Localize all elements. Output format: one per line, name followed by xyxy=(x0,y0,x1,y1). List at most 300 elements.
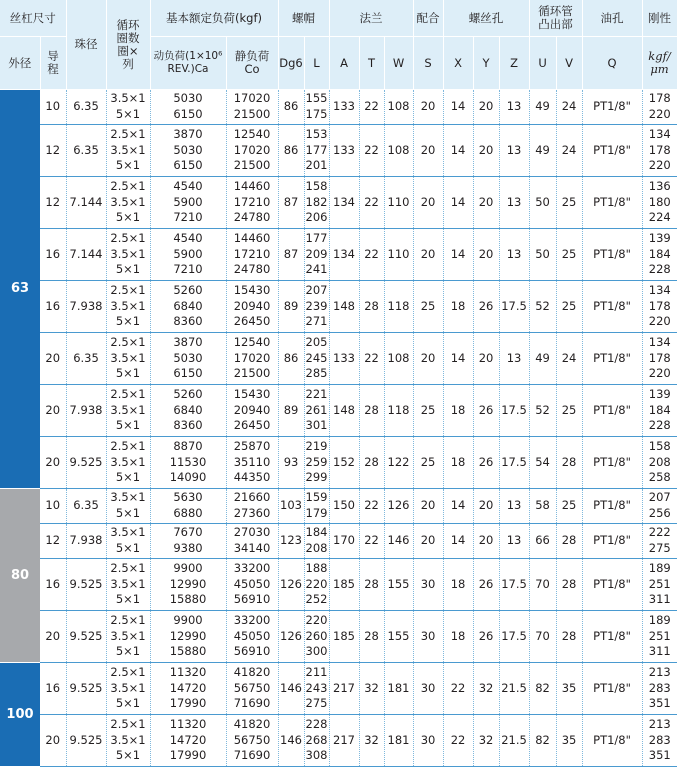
nut-d-cell: 93 xyxy=(278,437,304,489)
dynamic-load-cell-line: 5030 xyxy=(173,142,203,157)
lead-cell: 12 xyxy=(40,177,66,229)
circuits-cell-line: 2.5×1 xyxy=(110,560,146,575)
dynamic-load-cell-line: 12990 xyxy=(169,628,207,643)
stiffness-cell-line: 256 xyxy=(648,506,671,520)
bolt-z-cell: 17.5 xyxy=(499,611,529,663)
static-load-cell-line: 12540 xyxy=(233,334,271,349)
circuits-cell xyxy=(106,663,150,715)
dynamic-load-cell-line: 11320 xyxy=(169,716,207,731)
circuits-cell-line: 3.5×1 xyxy=(110,142,146,157)
nut-d-cell: 146 xyxy=(278,663,304,715)
dynamic-load-cell-line: 9380 xyxy=(173,541,203,555)
static-load-cell xyxy=(226,281,278,333)
dynamic-load-cell-line: 3870 xyxy=(173,126,203,141)
lead-cell: 12 xyxy=(40,125,66,177)
bolt-z-cell: 13 xyxy=(499,333,529,385)
stiffness-cell xyxy=(642,524,677,559)
static-load-cell-line: 45050 xyxy=(233,628,271,643)
nut-l-cell-line: 207 xyxy=(305,282,328,297)
dynamic-load-cell xyxy=(150,611,226,663)
tube-v-cell: 28 xyxy=(556,559,582,611)
static-load-cell-line: 12540 xyxy=(233,126,271,141)
circuits-cell-line: 5×1 xyxy=(115,470,141,485)
table-row xyxy=(0,715,677,767)
header-tube-u: U xyxy=(529,37,556,90)
bolt-y-cell: 26 xyxy=(473,611,499,663)
bolt-x-cell: 14 xyxy=(443,177,473,229)
header-flange-a: A xyxy=(329,37,359,90)
nut-d-cell: 89 xyxy=(278,385,304,437)
flange-w-cell: 108 xyxy=(384,125,413,177)
table-row xyxy=(0,281,677,333)
fit-s-cell: 25 xyxy=(413,437,443,489)
static-load-cell-line: 17020 xyxy=(233,91,271,106)
flange-t-cell: 32 xyxy=(359,715,384,767)
circuits-cell-line: 2.5×1 xyxy=(110,438,146,453)
oil-q-cell: PT1/8" xyxy=(582,611,642,663)
circuits-cell xyxy=(106,524,150,559)
dynamic-load-cell-line: 6150 xyxy=(173,366,203,381)
header-circuits: 循环圈数圈×列 xyxy=(106,0,150,90)
table-row xyxy=(0,437,677,489)
stiffness-cell-line: 351 xyxy=(648,748,671,763)
static-load-cell xyxy=(226,90,278,125)
circuits-cell xyxy=(106,177,150,229)
stiffness-cell-line: 220 xyxy=(648,314,671,329)
static-load-cell-line: 27030 xyxy=(233,525,271,540)
circuits-cell-line: 5×1 xyxy=(115,107,141,121)
static-load-cell-line: 25870 xyxy=(233,438,271,453)
static-load-cell-line: 35110 xyxy=(233,454,271,469)
nut-l-cell xyxy=(304,611,329,663)
lead-cell: 16 xyxy=(40,663,66,715)
dynamic-load-cell-line: 15880 xyxy=(169,592,207,607)
tube-v-cell: 28 xyxy=(556,524,582,559)
nut-l-cell xyxy=(304,663,329,715)
ball-cell: 9.525 xyxy=(66,715,106,767)
table-row xyxy=(0,385,677,437)
bolt-z-cell: 13 xyxy=(499,125,529,177)
tube-u-cell: 49 xyxy=(529,90,556,125)
tube-u-cell: 82 xyxy=(529,715,556,767)
dynamic-load-cell xyxy=(150,385,226,437)
ball-cell: 9.525 xyxy=(66,437,106,489)
tube-u-cell: 54 xyxy=(529,437,556,489)
tube-u-cell: 58 xyxy=(529,489,556,524)
nut-l-cell-line: 228 xyxy=(305,716,328,731)
static-load-cell-line: 17020 xyxy=(233,142,271,157)
circuits-cell xyxy=(106,229,150,281)
dynamic-load-cell-line: 7210 xyxy=(173,262,203,277)
header-outer-diameter: 外径 xyxy=(0,37,40,90)
dynamic-load-cell-line: 7210 xyxy=(173,210,203,225)
nut-l-cell-line: 275 xyxy=(305,696,328,711)
nut-l-cell-line: 261 xyxy=(305,402,328,417)
static-load-cell-line: 15430 xyxy=(233,386,271,401)
bolt-z-cell: 13 xyxy=(499,489,529,524)
stiffness-cell-line: 228 xyxy=(648,418,671,433)
header-lead: 导程 xyxy=(40,37,66,90)
static-load-cell xyxy=(226,229,278,281)
static-load-cell-line: 24780 xyxy=(233,210,271,225)
circuits-cell-line: 2.5×1 xyxy=(110,612,146,627)
bolt-y-cell: 20 xyxy=(473,524,499,559)
header-tube-v: V xyxy=(556,37,582,90)
stiffness-cell-line: 220 xyxy=(648,366,671,381)
nut-l-cell-line: 301 xyxy=(305,418,328,433)
flange-a-cell: 133 xyxy=(329,333,359,385)
static-load-cell xyxy=(226,663,278,715)
dynamic-load-cell xyxy=(150,177,226,229)
tube-v-cell: 25 xyxy=(556,281,582,333)
circuits-cell-line: 5×1 xyxy=(115,262,141,277)
bolt-z-cell: 17.5 xyxy=(499,437,529,489)
circuits-cell xyxy=(106,90,150,125)
table-row xyxy=(0,229,677,281)
flange-t-cell: 28 xyxy=(359,559,384,611)
flange-t-cell: 28 xyxy=(359,437,384,489)
stiffness-cell-line: 258 xyxy=(648,470,671,485)
flange-w-cell: 118 xyxy=(384,385,413,437)
stiffness-cell xyxy=(642,437,677,489)
fit-s-cell: 20 xyxy=(413,125,443,177)
flange-w-cell: 181 xyxy=(384,715,413,767)
dynamic-load-cell-line: 3870 xyxy=(173,334,203,349)
circuits-cell xyxy=(106,611,150,663)
nut-d-cell: 126 xyxy=(278,611,304,663)
flange-a-cell: 148 xyxy=(329,385,359,437)
static-load-cell-line: 24780 xyxy=(233,262,271,277)
dynamic-load-cell-line: 17990 xyxy=(169,696,207,711)
dynamic-load-cell-line: 17990 xyxy=(169,748,207,763)
header-nut-d: Dg6 xyxy=(278,37,304,90)
static-load-cell-line: 71690 xyxy=(233,748,271,763)
bolt-x-cell: 18 xyxy=(443,385,473,437)
dynamic-load-cell-line: 6150 xyxy=(173,107,203,121)
nut-l-cell-line: 268 xyxy=(305,732,328,747)
circuits-cell-line: 3.5×1 xyxy=(110,454,146,469)
ball-cell: 9.525 xyxy=(66,611,106,663)
circuits-cell-line: 5×1 xyxy=(115,366,141,381)
fit-s-cell: 30 xyxy=(413,559,443,611)
circuits-cell-line: 2.5×1 xyxy=(110,282,146,297)
static-load-cell-line: 56750 xyxy=(233,680,271,695)
nut-d-cell: 86 xyxy=(278,125,304,177)
stiffness-cell-line: 134 xyxy=(648,126,671,141)
dynamic-load-cell-line: 12990 xyxy=(169,576,207,591)
oil-q-cell: PT1/8" xyxy=(582,715,642,767)
flange-t-cell: 22 xyxy=(359,177,384,229)
flange-w-cell: 108 xyxy=(384,90,413,125)
nut-d-cell: 126 xyxy=(278,559,304,611)
stiffness-cell xyxy=(642,489,677,524)
bolt-y-cell: 20 xyxy=(473,90,499,125)
dynamic-load-cell-line: 5260 xyxy=(173,282,203,297)
flange-a-cell: 170 xyxy=(329,524,359,559)
static-load-cell-line: 45050 xyxy=(233,576,271,591)
dynamic-load-cell xyxy=(150,715,226,767)
dynamic-load-cell-line: 6880 xyxy=(173,506,203,520)
nut-d-cell: 103 xyxy=(278,489,304,524)
dynamic-load-cell xyxy=(150,229,226,281)
static-load-cell-line: 33200 xyxy=(233,612,271,627)
header-oil-hole: 油孔 xyxy=(582,0,642,37)
flange-a-cell: 217 xyxy=(329,663,359,715)
stiffness-cell-line: 134 xyxy=(648,334,671,349)
tube-u-cell: 82 xyxy=(529,663,556,715)
table-row xyxy=(0,611,677,663)
dynamic-load-cell-line: 9900 xyxy=(173,612,203,627)
stiffness-cell-line: 178 xyxy=(648,298,671,313)
outer-diameter-group: 100 xyxy=(0,663,40,767)
fit-s-cell: 20 xyxy=(413,229,443,281)
static-load-cell xyxy=(226,559,278,611)
oil-q-cell: PT1/8" xyxy=(582,524,642,559)
fit-s-cell: 20 xyxy=(413,333,443,385)
static-load-cell-line: 33200 xyxy=(233,560,271,575)
tube-u-cell: 50 xyxy=(529,229,556,281)
stiffness-cell-line: 184 xyxy=(648,402,671,417)
outer-diameter-group: 80 xyxy=(0,489,40,663)
nut-l-cell-line: 239 xyxy=(305,298,328,313)
bolt-y-cell: 20 xyxy=(473,177,499,229)
circuits-cell-line: 5×1 xyxy=(115,644,141,659)
nut-l-cell-line: 260 xyxy=(305,628,328,643)
header-bolt-hole: 螺丝孔 xyxy=(443,0,529,37)
stiffness-cell-line: 222 xyxy=(648,525,671,540)
circuits-cell-line: 5×1 xyxy=(115,592,141,607)
fit-s-cell: 30 xyxy=(413,715,443,767)
nut-l-cell-line: 208 xyxy=(305,541,328,555)
tube-u-cell: 49 xyxy=(529,333,556,385)
table-body xyxy=(0,90,677,767)
header-bolt-y: Y xyxy=(473,37,499,90)
tube-v-cell: 24 xyxy=(556,90,582,125)
flange-w-cell: 146 xyxy=(384,524,413,559)
nut-l-cell-line: 153 xyxy=(305,126,328,141)
bolt-x-cell: 14 xyxy=(443,333,473,385)
nut-l-cell-line: 271 xyxy=(305,314,328,329)
circuits-cell-line: 3.5×1 xyxy=(110,576,146,591)
nut-l-cell xyxy=(304,90,329,125)
lead-cell: 16 xyxy=(40,559,66,611)
static-load-cell-line: 26450 xyxy=(233,418,271,433)
dynamic-load-cell xyxy=(150,333,226,385)
lead-cell: 16 xyxy=(40,229,66,281)
dynamic-load-cell-line: 14720 xyxy=(169,732,207,747)
tube-u-cell: 52 xyxy=(529,385,556,437)
lead-cell: 20 xyxy=(40,333,66,385)
fit-s-cell: 20 xyxy=(413,90,443,125)
nut-l-cell-line: 299 xyxy=(305,470,328,485)
dynamic-load-cell-line: 5630 xyxy=(173,490,203,505)
circuits-cell-line: 5×1 xyxy=(115,696,141,711)
oil-q-cell: PT1/8" xyxy=(582,333,642,385)
header-bolt-z: Z xyxy=(499,37,529,90)
bolt-x-cell: 18 xyxy=(443,611,473,663)
flange-a-cell: 134 xyxy=(329,229,359,281)
oil-q-cell: PT1/8" xyxy=(582,385,642,437)
dynamic-load-cell-line: 11320 xyxy=(169,664,207,679)
circuits-cell-line: 3.5×1 xyxy=(110,246,146,261)
dynamic-load-cell-line: 6150 xyxy=(173,158,203,173)
bolt-z-cell: 13 xyxy=(499,90,529,125)
oil-q-cell: PT1/8" xyxy=(582,281,642,333)
ball-cell: 6.35 xyxy=(66,90,106,125)
dynamic-load-cell-line: 8360 xyxy=(173,418,203,433)
dynamic-load-cell xyxy=(150,437,226,489)
lead-cell: 20 xyxy=(40,715,66,767)
header-ball-diameter: 珠径 xyxy=(66,0,106,90)
static-load-cell-line: 34140 xyxy=(233,541,271,555)
flange-t-cell: 28 xyxy=(359,385,384,437)
flange-a-cell: 134 xyxy=(329,177,359,229)
circuits-cell-line: 2.5×1 xyxy=(110,334,146,349)
static-load-cell-line: 26450 xyxy=(233,314,271,329)
dynamic-load-cell-line: 5030 xyxy=(173,91,203,106)
table-row xyxy=(0,524,677,559)
dynamic-load-cell-line: 4540 xyxy=(173,178,203,193)
stiffness-cell xyxy=(642,333,677,385)
ball-cell: 7.938 xyxy=(66,524,106,559)
dynamic-load-cell-line: 8870 xyxy=(173,438,203,453)
nut-l-cell-line: 184 xyxy=(305,525,328,540)
header-fit-s: S xyxy=(413,37,443,90)
nut-l-cell-line: 205 xyxy=(305,334,328,349)
circuits-cell-line: 5×1 xyxy=(115,158,141,173)
header-fit: 配合 xyxy=(413,0,443,37)
circuits-cell-line: 3.5×1 xyxy=(110,194,146,209)
nut-l-cell-line: 220 xyxy=(305,576,328,591)
nut-l-cell-line: 177 xyxy=(305,230,328,245)
bolt-y-cell: 20 xyxy=(473,489,499,524)
stiffness-cell xyxy=(642,559,677,611)
oil-q-cell: PT1/8" xyxy=(582,177,642,229)
header-flange-t: T xyxy=(359,37,384,90)
static-load-cell-line: 21500 xyxy=(233,158,271,173)
circuits-cell-line: 3.5×1 xyxy=(110,298,146,313)
dynamic-load-cell xyxy=(150,559,226,611)
flange-t-cell: 22 xyxy=(359,125,384,177)
dynamic-load-cell xyxy=(150,489,226,524)
circuits-cell-line: 3.5×1 xyxy=(110,350,146,365)
circuits-cell-line: 2.5×1 xyxy=(110,230,146,245)
stiffness-cell-line: 136 xyxy=(648,178,671,193)
bolt-y-cell: 32 xyxy=(473,663,499,715)
lead-cell: 20 xyxy=(40,611,66,663)
header-static-load: 静负荷Co xyxy=(226,37,278,90)
dynamic-load-cell-line: 5030 xyxy=(173,350,203,365)
static-load-cell-line: 21500 xyxy=(233,366,271,381)
table-row xyxy=(0,90,677,125)
nut-d-cell: 87 xyxy=(278,229,304,281)
bolt-y-cell: 26 xyxy=(473,559,499,611)
nut-d-cell: 87 xyxy=(278,177,304,229)
static-load-cell-line: 14460 xyxy=(233,178,271,193)
fit-s-cell: 25 xyxy=(413,385,443,437)
nut-l-cell-line: 259 xyxy=(305,454,328,469)
fit-s-cell: 20 xyxy=(413,177,443,229)
circuits-cell-line: 5×1 xyxy=(115,418,141,433)
static-load-cell-line: 71690 xyxy=(233,696,271,711)
bolt-z-cell: 17.5 xyxy=(499,385,529,437)
flange-w-cell: 155 xyxy=(384,611,413,663)
nut-l-cell xyxy=(304,559,329,611)
bolt-x-cell: 18 xyxy=(443,559,473,611)
bolt-x-cell: 18 xyxy=(443,281,473,333)
flange-w-cell: 118 xyxy=(384,281,413,333)
ball-cell: 7.144 xyxy=(66,177,106,229)
bolt-x-cell: 14 xyxy=(443,90,473,125)
static-load-cell-line: 41820 xyxy=(233,716,271,731)
dynamic-load-cell-line: 4540 xyxy=(173,230,203,245)
static-load-cell-line: 20940 xyxy=(233,402,271,417)
bolt-z-cell: 13 xyxy=(499,229,529,281)
flange-t-cell: 32 xyxy=(359,663,384,715)
nut-l-cell-line: 252 xyxy=(305,592,328,607)
stiffness-cell xyxy=(642,177,677,229)
stiffness-cell-line: 213 xyxy=(648,664,671,679)
nut-l-cell-line: 243 xyxy=(305,680,328,695)
tube-u-cell: 66 xyxy=(529,524,556,559)
dynamic-load-cell-line: 5900 xyxy=(173,246,203,261)
stiffness-cell-line: 158 xyxy=(648,438,671,453)
flange-t-cell: 28 xyxy=(359,611,384,663)
table-row xyxy=(0,559,677,611)
nut-l-cell-line: 209 xyxy=(305,246,328,261)
static-load-cell-line: 21500 xyxy=(233,107,271,121)
dynamic-load-cell-line: 11530 xyxy=(169,454,207,469)
nut-l-cell-line: 182 xyxy=(305,194,328,209)
flange-a-cell: 185 xyxy=(329,559,359,611)
oil-q-cell: PT1/8" xyxy=(582,125,642,177)
fit-s-cell: 30 xyxy=(413,663,443,715)
nut-d-cell: 146 xyxy=(278,715,304,767)
tube-u-cell: 70 xyxy=(529,611,556,663)
dynamic-load-cell-line: 6840 xyxy=(173,298,203,313)
ball-cell: 7.938 xyxy=(66,385,106,437)
lead-cell: 10 xyxy=(40,489,66,524)
header-dynamic-load: 动负荷(1×10⁶ REV.)Ca xyxy=(150,37,226,90)
circuits-cell-line: 3.5×1 xyxy=(110,680,146,695)
circuits-cell-line: 2.5×1 xyxy=(110,664,146,679)
bolt-z-cell: 13 xyxy=(499,177,529,229)
nut-l-cell xyxy=(304,229,329,281)
ball-cell: 9.525 xyxy=(66,663,106,715)
stiffness-cell xyxy=(642,281,677,333)
bolt-x-cell: 22 xyxy=(443,715,473,767)
header-flange: 法兰 xyxy=(329,0,413,37)
nut-l-cell xyxy=(304,524,329,559)
static-load-cell-line: 41820 xyxy=(233,664,271,679)
flange-a-cell: 217 xyxy=(329,715,359,767)
circuits-cell xyxy=(106,489,150,524)
circuits-cell-line: 5×1 xyxy=(115,314,141,329)
static-load-cell xyxy=(226,177,278,229)
flange-a-cell: 150 xyxy=(329,489,359,524)
stiffness-cell-line: 220 xyxy=(648,158,671,173)
nut-d-cell: 86 xyxy=(278,333,304,385)
bolt-x-cell: 14 xyxy=(443,229,473,281)
circuits-cell xyxy=(106,333,150,385)
tube-v-cell: 25 xyxy=(556,489,582,524)
nut-l-cell-line: 179 xyxy=(305,506,328,520)
flange-w-cell: 110 xyxy=(384,177,413,229)
static-load-cell xyxy=(226,333,278,385)
flange-t-cell: 22 xyxy=(359,229,384,281)
circuits-cell xyxy=(106,385,150,437)
header-oil-q: Q xyxy=(582,37,642,90)
